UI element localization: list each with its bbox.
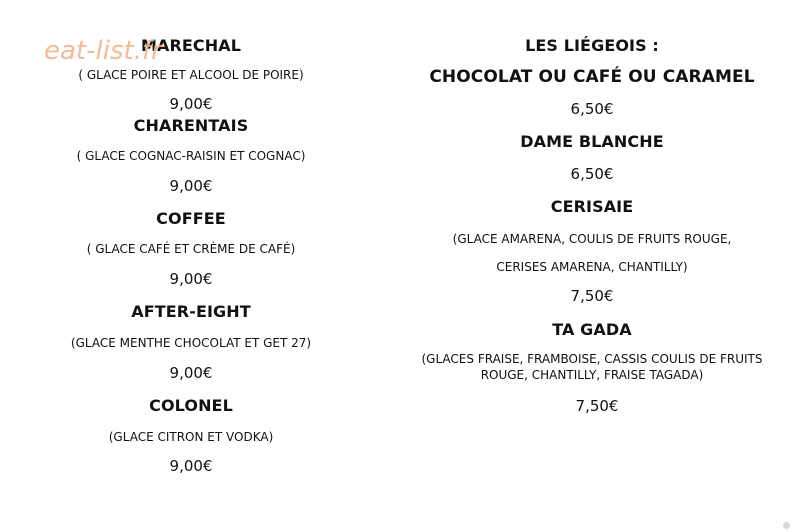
item-name-after-eight: AFTER-EIGHT [131,302,251,321]
item-name-marechal: MARECHAL [140,36,242,55]
item-description-coffee: ( GLACE CAFÉ ET CRÈME DE CAFÉ) [86,242,296,256]
item-name-ta-gada: TA GADA [552,320,632,339]
item-price-cerisaie: 7,50€ [570,287,614,305]
item-price-ta-gada: 7,50€ [575,397,619,415]
item-description-colonel: (GLACE CITRON ET VODKA) [108,430,274,444]
section-heading-liegeois: LES LIÉGEOIS : [525,36,659,55]
item-price-chocolat-cafe-caramel: 6,50€ [570,100,614,118]
item-name-colonel: COLONEL [149,396,233,415]
item-description-ta-gada-line-2: ROUGE, CHANTILLY, FRAISE TAGADA) [480,368,704,382]
item-price-dame-blanche: 6,50€ [570,165,614,183]
item-price-after-eight: 9,00€ [169,364,213,382]
watermark-logo: eat-list.fr [44,36,162,66]
item-price-marechal: 9,00€ [169,95,213,113]
item-name-charentais: CHARENTAIS [133,116,249,135]
item-name-chocolat-cafe-caramel: CHOCOLAT OU CAFÉ OU CARAMEL [429,67,755,87]
item-description-marechal: ( GLACE POIRE ET ALCOOL DE POIRE) [78,68,304,82]
item-name-coffee: COFFEE [156,209,226,228]
corner-dot-icon [783,522,790,529]
item-description-after-eight: (GLACE MENTHE CHOCOLAT ET GET 27) [70,336,312,350]
item-name-dame-blanche: DAME BLANCHE [520,132,664,151]
item-price-colonel: 9,00€ [169,457,213,475]
item-name-cerisaie: CERISAIE [550,197,634,216]
item-description-charentais: ( GLACE COGNAC-RAISIN ET COGNAC) [76,149,306,163]
item-description-cerisaie-line-2: CERISES AMARENA, CHANTILLY) [496,260,688,274]
item-price-charentais: 9,00€ [169,177,213,195]
item-description-cerisaie-line-1: (GLACE AMARENA, COULIS DE FRUITS ROUGE, [452,232,732,246]
item-description-ta-gada-line-1: (GLACES FRAISE, FRAMBOISE, CASSIS COULIS DE FRUITS [421,352,763,366]
item-price-coffee: 9,00€ [169,270,213,288]
